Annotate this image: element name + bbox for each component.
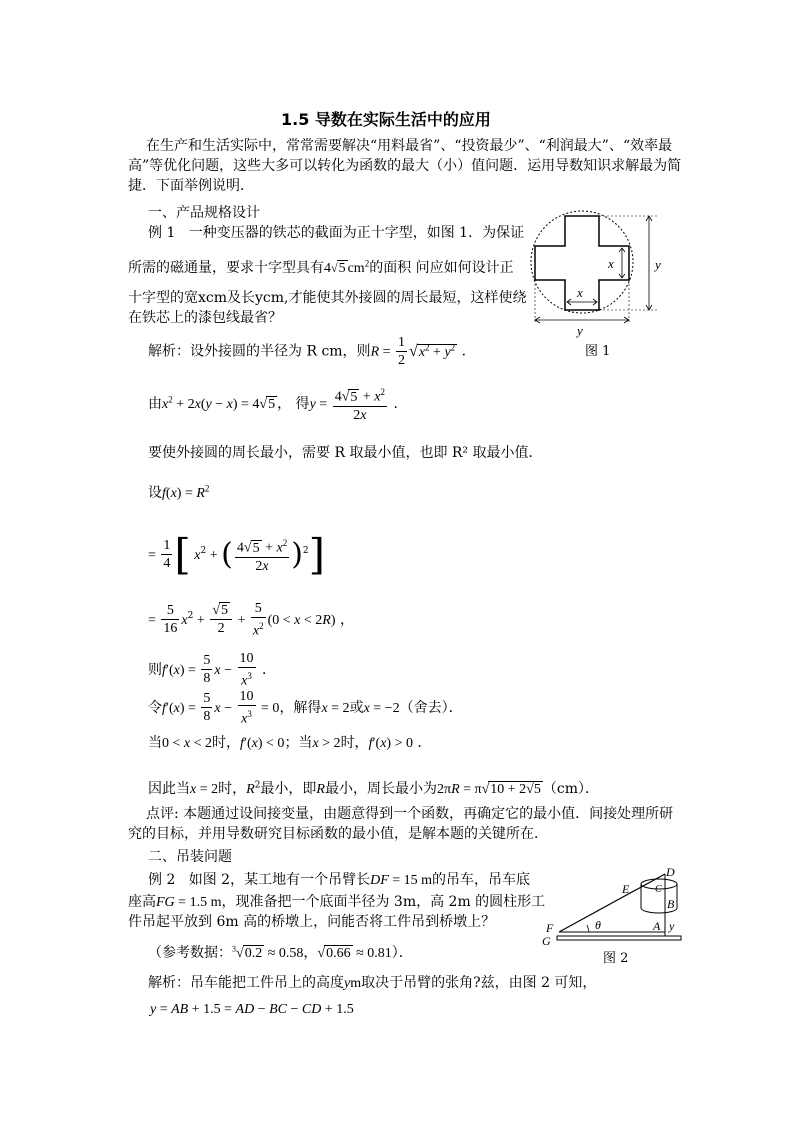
page-title: 1.5 导数在实际生活中的应用 (281, 110, 491, 129)
example-2-text-2b: ，现准备把一个底面半径为 3m，高 2m 的圆柱形工 (221, 894, 546, 910)
label-x-side: x (608, 256, 614, 271)
example-1-line-1 (148, 222, 524, 242)
example-1-line-2 (128, 257, 514, 277)
label-B: B (667, 897, 675, 911)
label-A: A (653, 919, 661, 933)
example-1-text-2a: 所需的磁通量，要求十字型具有 (128, 260, 324, 276)
ground-base (557, 936, 681, 940)
figure-1 (525, 208, 675, 359)
example-2-text-1b: 的吊车，吊车底 (432, 872, 531, 888)
solution-2-text-1a: 解析：吊车能把工件吊上的高度 (148, 975, 344, 991)
intro-paragraph: 在生产和生活实际中，常常需要解决“用料最省”、“投资最少”、“利润最大”、“效率最高”等优化问题，这些大多可以转化为函数的最大（小）值问题．运用导数知识求解最为简捷．下面举例说明． (128, 138, 682, 194)
solution-1-line-10: 因此当x = 2时，$R^2$最小，即R最小，周长最小为2πR = π√10 + 2√5 （cm）． (148, 780, 599, 797)
solution-1-text-9a: 当 (148, 735, 162, 751)
solution-1-text-2a: 由 (148, 395, 162, 412)
figure-2-drawing (537, 862, 687, 946)
solution-1-text-8a: 令 (148, 699, 162, 716)
solution-1-text-1: 解析：设外接圆的半径为 R cm，则 (148, 343, 371, 360)
example-2-text-4a: （参考数据： (148, 945, 232, 961)
figure-2 (537, 862, 687, 966)
section-heading-2: 二、吊装问题 (148, 849, 232, 865)
crane-arm (559, 874, 665, 932)
solution-1-text-9d: 时， (340, 735, 369, 751)
example-2-line-2: 座高FG = 1.5 m，现准备把一个底面半径为 3m，高 2m 的圆柱形工 (128, 894, 546, 910)
solution-1-text-10c: 最小，即 (260, 781, 317, 797)
example-1-line-4: 在铁芯上的漆包线最省？ (128, 310, 282, 326)
label-y: y (669, 919, 675, 933)
label-D: D (666, 865, 675, 879)
label-E: E (622, 882, 630, 896)
solution-1-text-8b: ，解得 (279, 699, 322, 716)
solution-1-text-8c: 或 (349, 699, 364, 716)
example-2-text-4b: ）． (391, 945, 413, 961)
solution-2-line-1: 解析：吊车能把工件吊上的高度ym取决于吊臂的张角?兹，由图 2 可知， (148, 975, 597, 991)
label-G: G (542, 934, 551, 946)
solution-1-line-5: = $\frac{1}{4}$ [ $x^2$ + ( $\frac{4√5 + x^2}{2x}$ )$^2$] (148, 529, 326, 579)
solution-1-text-10a: 因此当 (148, 781, 190, 797)
solution-1-line-1: 解析：设外接圆的半径为 R cm，则R = $\frac{1}{2}$ $√x^2 + y^2$ ． (148, 335, 476, 368)
solution-2-text-1b: 取决于吊臂的张角?兹，由图 2 可知， (361, 975, 597, 991)
label-theta: θ (595, 918, 601, 932)
label-F: F (546, 921, 554, 935)
comment-paragraph: 点评: 本题通过设间接变量，由题意得到一个函数，再确定它的最小值．间接处理所研究的目标，并用导数研究目标函数的最小值，是解本题的关键所在． (128, 806, 674, 842)
example-1-label: 例 1 (148, 225, 176, 241)
example-1-text-2b: 的面积 问应如何设计正 (369, 260, 514, 276)
solution-1-line-4: 设$f(x) = R^2$ (148, 483, 210, 501)
solution-1-line-8: 令f′(x) = $\frac{5}{8}$ x − $\frac{10}{x^3}$ = 0，解得x = 2或x = −2（舍去）． (148, 689, 463, 727)
solution-1-text-9c: ；当 (284, 735, 313, 751)
solution-1-line-6: = $\frac{5}{16}$ $x^2$ + $\frac{√5}{2}$ + $\frac{5}{x^2}$ (0 < x < 2R) ， (148, 601, 354, 639)
solution-1-text-2b: ， 得 (277, 395, 310, 412)
solution-1-line-2: 由$x^2 + 2x(y - x) = 4√5$ ， 得y = $\frac{4√5 + x^2}{2x}$ ． (148, 384, 407, 424)
example-2-text-1: 如图 2，某工地有一个吊臂长 (188, 872, 371, 888)
figure-1-caption: 图 1 (585, 344, 611, 359)
solution-2-line-2: y = AB + 1.5 = AD − BC − CD + 1.5 (150, 1002, 354, 1017)
solution-1-text-8d: （舍去）． (399, 699, 463, 716)
label-x-bottom: x (577, 285, 583, 300)
solution-1-line-3: 要使外接圆的周长最小，需要 R 取最小值，也即 R² 取最小值． (148, 445, 543, 461)
solution-1-line-7: 则f′(x) = $\frac{5}{8}$ x − $\frac{10}{x^3}$ ． (148, 651, 276, 689)
label-y-right: y (655, 257, 661, 272)
solution-1-text-7a: 则 (148, 661, 162, 678)
label-y-bottom: y (577, 323, 583, 338)
solution-1-text-4: 设 (148, 485, 162, 501)
section-heading-1: 一、产品规格设计 (148, 205, 260, 221)
example-2-label: 例 2 (148, 872, 176, 888)
example-1-text-1: 一种变压器的铁芯的截面为正十字型，如图 1．为保证 (188, 225, 525, 241)
solution-1-text-10e: （cm）． (542, 781, 599, 797)
solution-1-text-10d: 最小，周长最小为 (324, 781, 437, 797)
example-2-line-4: （参考数据：$^3$√0.2 ≈ 0.58，√0.66 ≈ 0.81）． (148, 944, 413, 961)
example-2-line-1: 例 2 如图 2，某工地有一个吊臂长DF = 15 m的吊车，吊车底 (148, 872, 531, 888)
example-2-text-2a: 座高 (128, 894, 156, 910)
solution-1-text-10b: 时， (218, 781, 247, 797)
solution-1-line-9: 当0 < x < 2时，f′(x) < 0；当x > 2时，f′(x) > 0 ． (148, 735, 432, 751)
figure-2-caption: 图 2 (603, 951, 629, 966)
figure-1-drawing (525, 208, 675, 348)
example-2-line-3: 件吊起平放到 6m 高的桥墩上，问能否将工件吊到桥墩上？ (128, 914, 496, 930)
area-expression: 4√5 $cm^2$ (324, 258, 370, 276)
label-C: C (655, 884, 662, 895)
solution-1-text-9b: 时， (212, 735, 241, 751)
example-1-line-3: 十字型的宽xcm及长ycm,才能使其外接圆的周长最短，这样使绕 (128, 290, 527, 306)
